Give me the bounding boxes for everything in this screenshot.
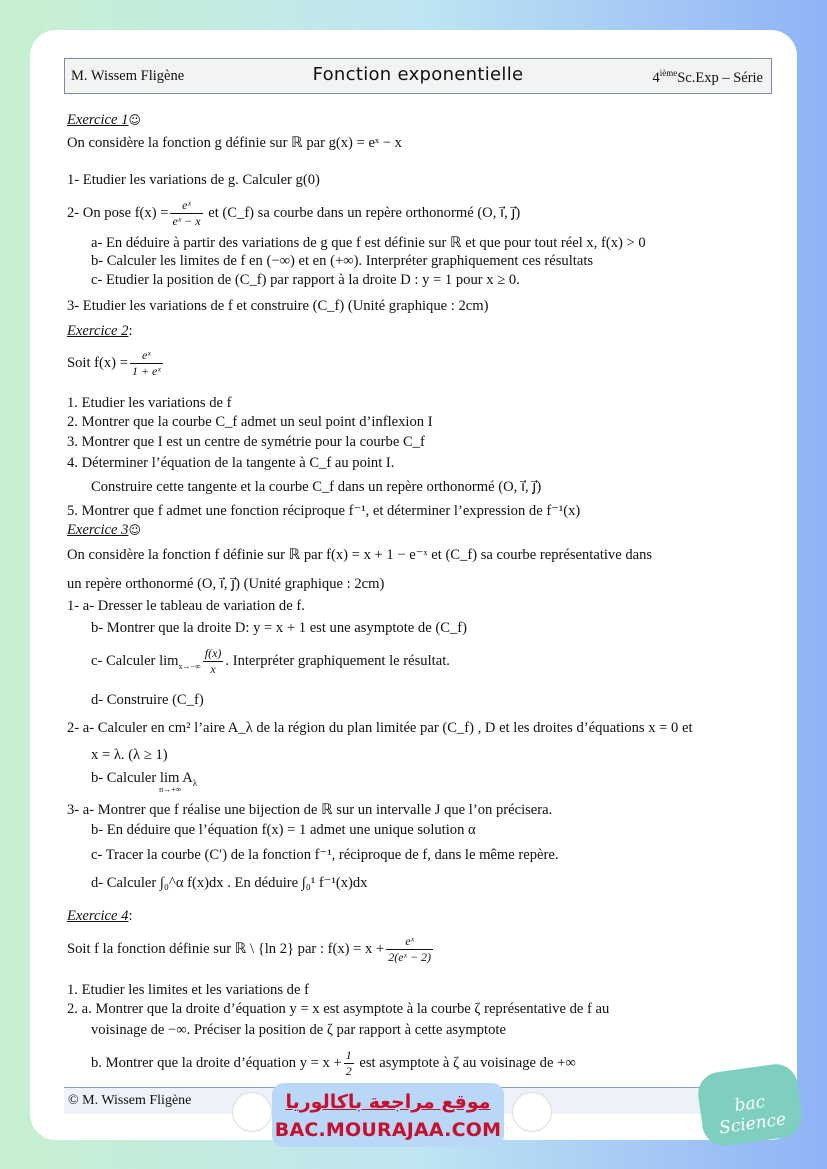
copyright: © M. Wissem Fligène — [68, 1093, 192, 1108]
ex2-q1: 1. Etudier les variations de f — [67, 395, 232, 411]
ex1-q2: 2- On pose f(x) = $\frac{\text{eˣ}}{\text{eˣ − x}}$ et (C_f) sa courbe dans un repère orthonormé (O, i⃗, j⃗) — [67, 198, 521, 228]
fraction: $\frac{\text{eˣ}}{\text{eˣ − x}}$ — [172, 198, 201, 228]
fraction: $\frac{\text{eˣ}}{\text{1 + eˣ}}$ — [131, 348, 161, 378]
ex1-q2b: b- Calculer les limites de f en (−∞) et en (+∞). Interpréter graphiquement ces résultats — [91, 253, 594, 269]
ex3-intro: On considère la fonction f définie sur ℝ par f(x) = x + 1 − e⁻ˣ et (C_f) sa courbe représentative dans — [67, 547, 653, 563]
ex3-q1b: b- Montrer que la droite D: y = x + 1 est une asymptote de (C_f) — [91, 620, 467, 636]
ex3-q2b: b- Calculer $\lim A_{\lambda n\to+\infty}$ — [91, 770, 198, 794]
document-title: Fonction exponentielle — [312, 64, 524, 85]
ex4-q2b: b. Montrer que la droite d’équation y = x + $\frac{1}{2}$ est asymptote à ζ au voisinage de +∞ — [91, 1048, 576, 1078]
site-logo-icon — [232, 1092, 272, 1132]
ex2-q4b: Construire cette tangente et la courbe C_f dans un repère orthonormé (O, i⃗, j⃗) — [91, 479, 542, 495]
ex3-intro2: un repère orthonormé (O, i⃗, j⃗) (Unité graphique : 2cm) — [67, 576, 385, 592]
ex3-q1a: 1- a- Dresser le tableau de variation de f. — [67, 598, 305, 614]
class-level: 4ièmeSc.Exp – Série — [652, 68, 763, 86]
fraction: $\frac{1}{2}$ — [345, 1048, 352, 1078]
ex2-q2: 2. Montrer que la courbe C_f admet un seul point d’inflexion I — [67, 414, 433, 430]
ex2-q5: 5. Montrer que f admet une fonction réciproque f⁻¹, et déterminer l’expression de f⁻¹(x) — [67, 503, 581, 519]
ex1-q2a: a- En déduire à partir des variations de g que f est définie sur ℝ et que pour tout réel x, f(x) > 0 — [91, 235, 646, 251]
bac-science-logo: bac Science — [695, 1061, 804, 1148]
exercise-3-title: Exercice 3☺ — [67, 522, 141, 538]
author-name: M. Wissem Fligène — [71, 68, 185, 84]
site-badge[interactable] — [272, 1083, 504, 1147]
smiley-icon: ☺ — [128, 113, 141, 127]
ex4-q2a2: voisinage de −∞. Préciser la position de ζ par rapport à cette asymptote — [91, 1022, 506, 1038]
exercise-4-title: Exercice 4: — [67, 908, 133, 924]
document-header — [64, 58, 772, 94]
ex2-q3: 3. Montrer que I est un centre de symétrie pour la courbe C_f — [67, 434, 425, 450]
ex3-q2a2: x = λ. (λ ≥ 1) — [91, 747, 168, 763]
site-logo-icon — [512, 1092, 552, 1132]
smiley-icon: ☺ — [128, 523, 141, 537]
exercise-2-title: Exercice 2: — [67, 323, 133, 339]
ex4-q1: 1. Etudier les limites et les variations de f — [67, 982, 309, 998]
exercise-1-title: Exercice 1☺ — [67, 112, 141, 128]
ex3-q1d: d- Construire (C_f) — [91, 692, 204, 708]
site-name-arabic[interactable]: موقع مراجعة باكالوريا — [285, 1091, 491, 1113]
ex1-q1: 1- Etudier les variations de g. Calculer g(0) — [67, 172, 320, 188]
fraction: $\frac{f(x)}{x}$ — [204, 646, 222, 676]
ex3-q3d: d- Calculer ∫₀^α f(x)dx . En déduire ∫₀¹ f⁻¹(x)dx — [91, 875, 368, 891]
ex2-intro: Soit f(x) = $\frac{\text{eˣ}}{\text{1 + eˣ}}$ — [67, 348, 161, 378]
ex3-q2a: 2- a- Calculer en cm² l’aire A_λ de la région du plan limitée par (C_f) , D et les droites d’équations x = 0 et — [67, 720, 693, 736]
ex3-q1c: c- Calculer $\lim_{x\to-\infty}$ $\frac{f(x)}{x}$ . Interpréter graphiquement le résultat. — [91, 646, 450, 676]
ex3-q3b: b- En déduire que l’équation f(x) = 1 admet une unique solution α — [91, 822, 476, 838]
ex1-intro: On considère la fonction g définie sur ℝ par g(x) = eˣ − x — [67, 135, 402, 151]
ex4-intro: Soit f la fonction définie sur ℝ \ {ln 2} par : f(x) = x + $\frac{\text{eˣ}}{\text{2(eˣ − 2)}}$ — [67, 934, 432, 964]
ex2-q4: 4. Déterminer l’équation de la tangente à C_f au point I. — [67, 455, 395, 471]
ex3-q3a: 3- a- Montrer que f réalise une bijection de ℝ sur un intervalle J que l’on précisera. — [67, 802, 553, 818]
ex4-q2a: 2. a. Montrer que la droite d’équation y = x est asymptote à la courbe ζ représentative de f au — [67, 1001, 610, 1017]
ex3-q3c: c- Tracer la courbe (C′) de la fonction f⁻¹, réciproque de f, dans le même repère. — [91, 847, 559, 863]
ex1-q3: 3- Etudier les variations de f et construire (C_f) (Unité graphique : 2cm) — [67, 298, 489, 314]
ex1-q2c: c- Etudier la position de (C_f) par rapport à la droite D : y = 1 pour x ≥ 0. — [91, 272, 520, 288]
fraction: $\frac{\text{eˣ}}{\text{2(eˣ − 2)}}$ — [388, 934, 432, 964]
site-url[interactable]: BAC.MOURAJAA.COM — [274, 1119, 502, 1141]
